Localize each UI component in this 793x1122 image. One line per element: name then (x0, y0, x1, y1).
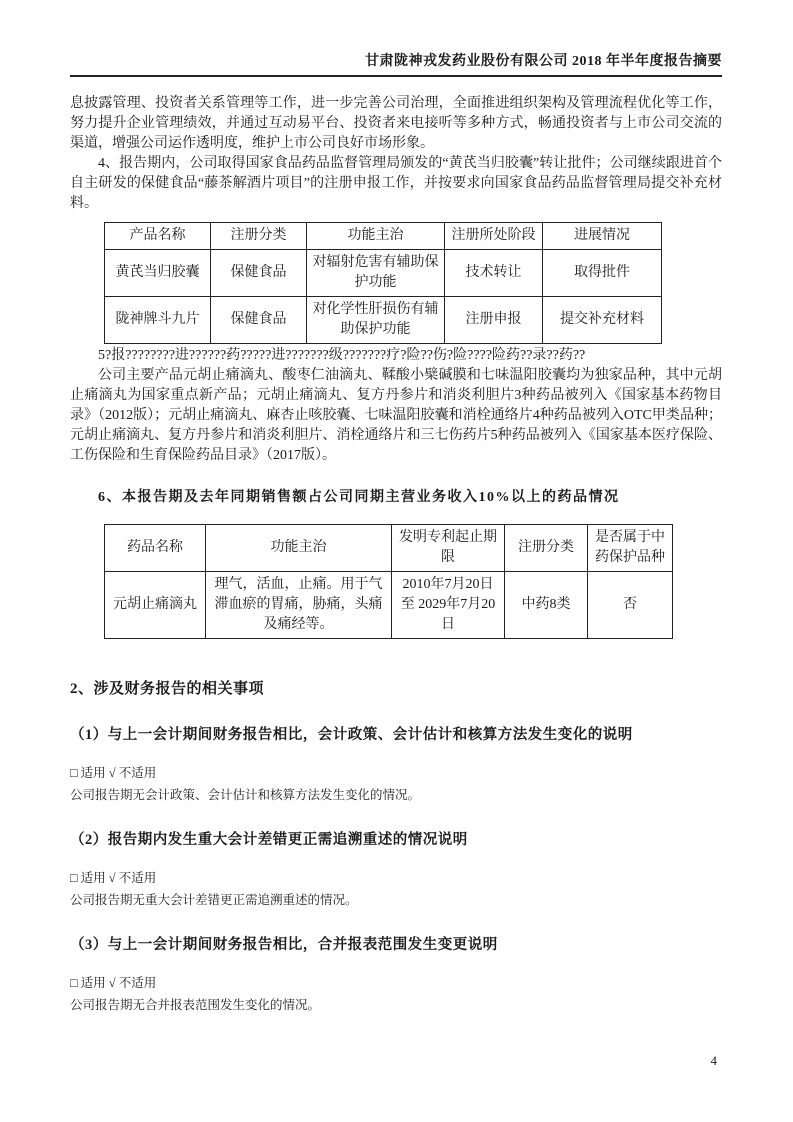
cell-patent-term: 2010年7月20日至 2029年7月20日 (392, 572, 505, 639)
paragraph-garbled-text: 5?报????????进??????药?????进???????级???????疗?险??伤?险????险药??录??药?? (98, 348, 586, 363)
subsection1-note: 公司报告期无会计政策、会计估计和核算方法发生变化的情况。 (70, 788, 421, 802)
col-header: 功能主治 (206, 525, 392, 572)
subsection2-note: 公司报告期无重大会计差错更正需追溯重述的情况。 (70, 893, 358, 907)
cell-function: 对化学性肝损伤有辅助保护功能 (307, 297, 445, 344)
col-header: 药品名称 (105, 525, 206, 572)
paragraph-main-products: 公司主要产品元胡止痛滴丸、酸枣仁油滴丸、鞣酸小檗碱膜和七味温阳胶囊均为独家品种，其中元胡止痛滴丸为国家重点新产品；元胡止痛滴丸、复方丹参片和消炎利胆片3种药品被列入《国家基本药物目录》（2012版）；元胡止痛滴丸、麻杏止咳胶囊、七味温阳胶囊和消栓通络片4种药品被列入OTC甲类品种；元胡止痛滴丸、复方丹参片和消炎利胆片、消栓通络片和三七伤药片5种药品被列入《国家基本医疗保险、工伤保险和生育保险药品目录》（2017版）。 (70, 368, 722, 463)
col-header: 功能主治 (307, 223, 445, 250)
drug-sales-table (104, 524, 673, 639)
cell-function: 对辐射危害有辅助保护功能 (307, 250, 445, 297)
table-header-row (105, 223, 662, 250)
cell-protected-variety: 否 (588, 572, 673, 639)
section2-title: 2、涉及财务报告的相关事项 (70, 681, 265, 697)
cell-reg-class: 中药8类 (505, 572, 588, 639)
cell-product-name: 陇神牌斗九片 (105, 297, 211, 344)
page-number: 4 (710, 1053, 717, 1068)
col-header: 注册分类 (505, 525, 588, 572)
col-header: 注册分类 (211, 223, 307, 250)
item6-heading: 6、本报告期及去年同期销售额占公司同期主营业务收入10%以上的药品情况 (98, 490, 620, 505)
cell-progress: 提交补充材料 (543, 297, 662, 344)
subsection2-applicability: □ 适用 √ 不适用 (70, 871, 157, 885)
table-row (105, 250, 662, 297)
table-header-row (105, 525, 673, 572)
col-header: 发明专利起止期限 (392, 525, 505, 572)
paragraph-governance: 息披露管理、投资者关系管理等工作，进一步完善公司治理，全面推进组织架构及管理流程优化等工作，努力提升企业管理绩效，并通过互动易平台、投资者来电接听等多种方式，畅通投资者与上市公司交流的渠道，增强公司运作透明度，维护上市公司良好市场形象。 (70, 96, 722, 151)
paragraph-item4: 4、报告期内，公司取得国家食品药品监督管理局颁发的“黄芪当归胶囊”转让批件；公司继续跟进首个自主研发的保健食品“藤茶解酒片项目”的注册申报工作，并按要求向国家食品药品监督管理局提交补充材料。 (70, 156, 722, 211)
cell-progress: 取得批件 (543, 250, 662, 297)
cell-reg-class: 保健食品 (211, 297, 307, 344)
cell-reg-class: 保健食品 (211, 250, 307, 297)
subsection2-heading: （2）报告期内发生重大会计差错更正需追溯重述的情况说明 (70, 832, 468, 848)
cell-reg-stage: 技术转让 (445, 250, 543, 297)
cell-product-name: 黄芪当归胶囊 (105, 250, 211, 297)
subsection3-heading: （3）与上一会计期间财务报告相比，合并报表范围发生变更说明 (70, 937, 498, 953)
col-header: 注册所处阶段 (445, 223, 543, 250)
table-row (105, 297, 662, 344)
cell-reg-stage: 注册申报 (445, 297, 543, 344)
subsection3-note: 公司报告期无合并报表范围发生变化的情况。 (70, 998, 321, 1012)
subsection1-applicability: □ 适用 √ 不适用 (70, 766, 157, 780)
table-row (105, 572, 673, 639)
page-content (70, 94, 722, 1014)
subsection1-heading: （1）与上一会计期间财务报告相比，会计政策、会计估计和核算方法发生变化的说明 (70, 727, 633, 743)
col-header: 进展情况 (543, 223, 662, 250)
col-header: 产品名称 (105, 223, 211, 250)
cell-drug-name: 元胡止痛滴丸 (105, 572, 206, 639)
col-header: 是否属于中药保护品种 (588, 525, 673, 572)
product-registration-table (104, 222, 662, 344)
subsection3-applicability: □ 适用 √ 不适用 (70, 976, 157, 990)
page-header-title: 甘肃陇神戎发药业股份有限公司 2018 年半年度报告摘要 (70, 0, 722, 77)
cell-function: 理气，活血，止痛。用于气滞血瘀的胃痛，胁痛，头痛及痛经等。 (206, 572, 392, 639)
